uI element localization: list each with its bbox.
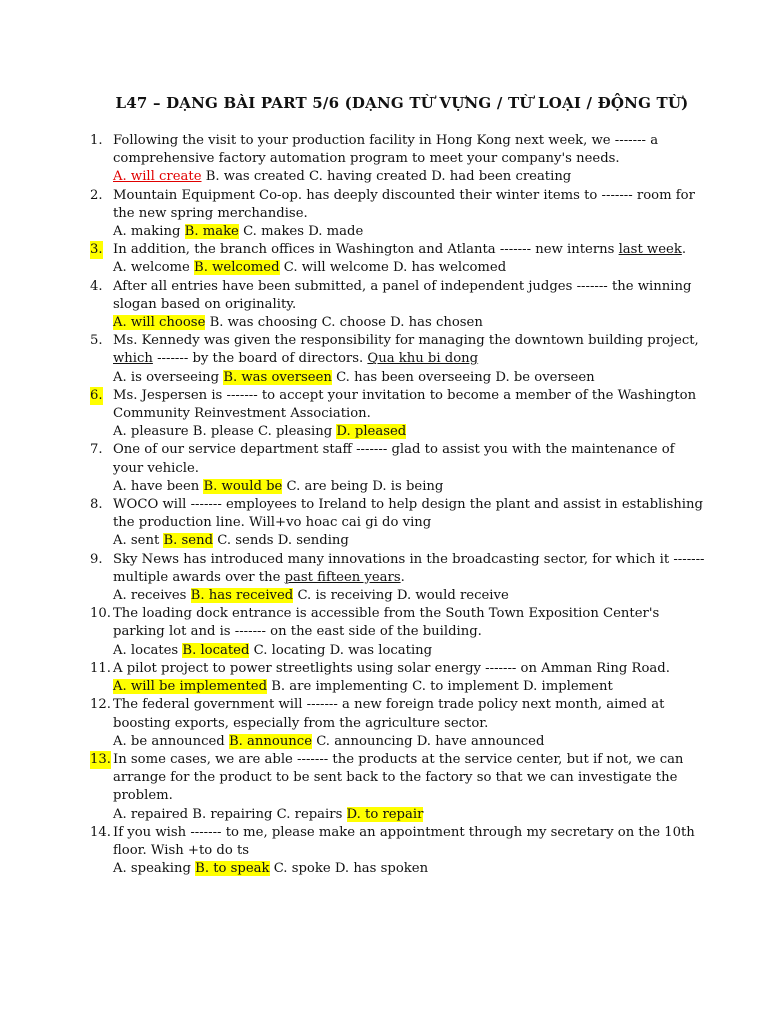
question-number: 14. [90,824,111,840]
option-text: C. makes D. made [238,224,364,240]
answer-options [113,733,708,751]
answer-options [113,423,708,441]
answer-options [113,259,708,277]
stem-text: . [400,569,405,585]
question-stem [113,442,675,475]
question-number: 3. [90,241,103,259]
stem-text: The federal government will ------- a new foreign trade policy next month, aimed at boosting exports, especially from the agriculture sector. [113,697,665,731]
highlighted-answer: B. to speak [195,861,270,877]
question-item [90,751,708,824]
highlighted-answer: B. was overseen [223,369,332,385]
highlighted-answer: D. to repair [346,806,424,822]
stem-text: One of our service department staff ------- glad to assist you with the maintenance of your vehicle. [113,442,675,476]
highlighted-answer: B. has received [190,588,294,604]
stem-text: Mountain Equipment Co-op. has deeply discounted their winter items to ------- room for the new spring merchandise. [113,187,695,221]
question-stem [113,242,686,257]
question-number: 5. [90,333,103,349]
option-text: C. sends D. sending [213,533,349,549]
highlighted-answer: B. make [184,224,239,240]
answer-options [113,532,708,550]
question-stem [113,661,670,676]
stem-text: If you wish ------- to me, please make an appointment through my secretary on the 10th floor. Wish +to do ts [113,824,695,858]
question-number: 6. [90,387,103,405]
highlighted-answer: D. pleased [336,424,407,440]
option-text: B. was choosing C. choose D. has chosen [205,315,483,331]
highlighted-answer: A. will choose [113,315,206,331]
answer-options [113,478,708,496]
stem-text: In some cases, we are able ------- the products at the service center, but if not, we can arrange for the product to be sent back to the factory so that we can investigate the problem. [113,751,684,804]
stem-text: In addition, the branch offices in Washington and Atlanta ------- new interns [113,242,619,258]
question-item [90,387,708,442]
question-item [90,551,708,606]
question-number: 12. [90,697,111,713]
question-number: 9. [90,551,103,567]
question-stem [113,825,695,858]
stem-text: The loading dock entrance is accessible from the South Town Exposition Center's parking lot and is ------- on the east side of the building. [113,606,660,640]
question-item [90,696,708,751]
option-text: C. is receiving D. would receive [293,588,509,604]
question-stem [113,133,658,166]
highlighted-answer: B. would be [203,478,283,494]
question-item [90,332,708,387]
answer-options [113,678,708,696]
option-text: C. will welcome D. has welcomed [279,260,507,276]
question-number: 7. [90,442,103,458]
highlighted-answer: A. will be implemented [113,679,268,695]
option-text: A. welcome [113,260,195,276]
question-stem [113,497,703,530]
stem-text: Ms. Kennedy was given the responsibility for managing the downtown building project, [113,333,699,349]
option-text: B. was created C. having created D. had been creating [201,169,572,185]
question-item [90,660,708,696]
question-number: 2. [90,187,103,203]
option-text: C. locating D. was locating [249,642,433,658]
question-item [90,187,708,242]
option-text: C. has been overseeing D. be overseen [331,369,595,385]
underlined-text: past fifteen years [284,569,401,585]
stem-text: Following the visit to your production facility in Hong Kong next week, we ------- a comprehensive factory automation program to meet your company's needs. [113,133,659,167]
question-number: 1. [90,133,103,148]
option-text: A. sent [113,533,164,549]
option-text: A. pleasure B. please C. pleasing [113,424,337,440]
answer-options [113,806,708,824]
answer-options [113,642,708,660]
option-text: A. making [113,224,185,240]
question-item [90,441,708,496]
answer-options [113,168,708,186]
question-item [90,824,708,879]
option-text: A. be announced [113,733,229,749]
question-stem [113,697,664,730]
underlined-text: which [113,351,153,367]
answer-options [113,587,708,605]
stem-text: A pilot project to power streetlights using solar energy ------- on Amman Ring Road. [113,660,670,676]
page-title: L47 – DẠNG BÀI PART 5/6 (DẠNG TỪ VỰNG / TỪ LOẠI / ĐỘNG TỪ) [115,94,689,112]
stem-text: Ms. Jespersen is ------- to accept your invitation to become a member of the Washington Community Reinvestment Association. [113,387,697,422]
option-text: A. repaired B. repairing C. repairs [113,806,347,822]
question-number: 8. [90,497,103,513]
highlighted-answer: B. located [182,642,250,658]
answer-options [113,860,708,878]
question-number: 4. [90,278,103,294]
question-item [90,241,708,277]
question-stem [113,388,696,421]
question-number: 13. [90,751,111,769]
option-text: C. spoke D. has spoken [269,861,429,877]
question-item [90,605,708,660]
option-text: A. locates [113,642,183,658]
question-number: 11. [90,660,111,676]
stem-text: . [681,242,687,258]
highlighted-answer: B. announce [228,733,312,749]
question-stem [113,606,659,639]
question-number: 10. [90,606,111,622]
stem-text: WOCO will ------- employees to Ireland to help design the plant and assist in establishing the production line. Will+vo hoac cai gi do ving [113,497,703,531]
answer-options [113,314,708,332]
option-text: C. announcing D. have announced [312,733,545,749]
question-list [90,132,708,878]
stem-text: Sky News has introduced many innovations in the broadcasting sector, for which it ------- multiple awards over the [113,551,705,585]
highlighted-answer: B. welcomed [194,260,280,276]
stem-text: ------- by the board of directors. [152,351,368,367]
question-stem [113,552,705,585]
option-text: A. is overseeing [113,369,224,385]
highlighted-answer: A. will create [113,169,202,185]
highlighted-answer: B. send [163,533,214,549]
option-text: A. receives [113,588,191,604]
option-text: C. are being D. is being [282,478,444,494]
question-stem [113,752,683,803]
question-stem [113,333,699,366]
answer-options [113,369,708,387]
underlined-text: Qua khu bi dong [367,351,479,367]
question-stem [113,188,695,221]
question-item [90,496,708,551]
underlined-text: last week [618,242,682,258]
answer-options [113,223,708,241]
question-stem [113,279,691,312]
option-text: A. speaking [113,861,196,877]
question-item [90,278,708,333]
option-text: B. are implementing C. to implement D. implement [267,679,613,695]
question-item [90,132,708,187]
stem-text: After all entries have been submitted, a panel of independent judges ------- the winning slogan based on originality. [113,278,692,312]
option-text: A. have been [113,478,204,494]
